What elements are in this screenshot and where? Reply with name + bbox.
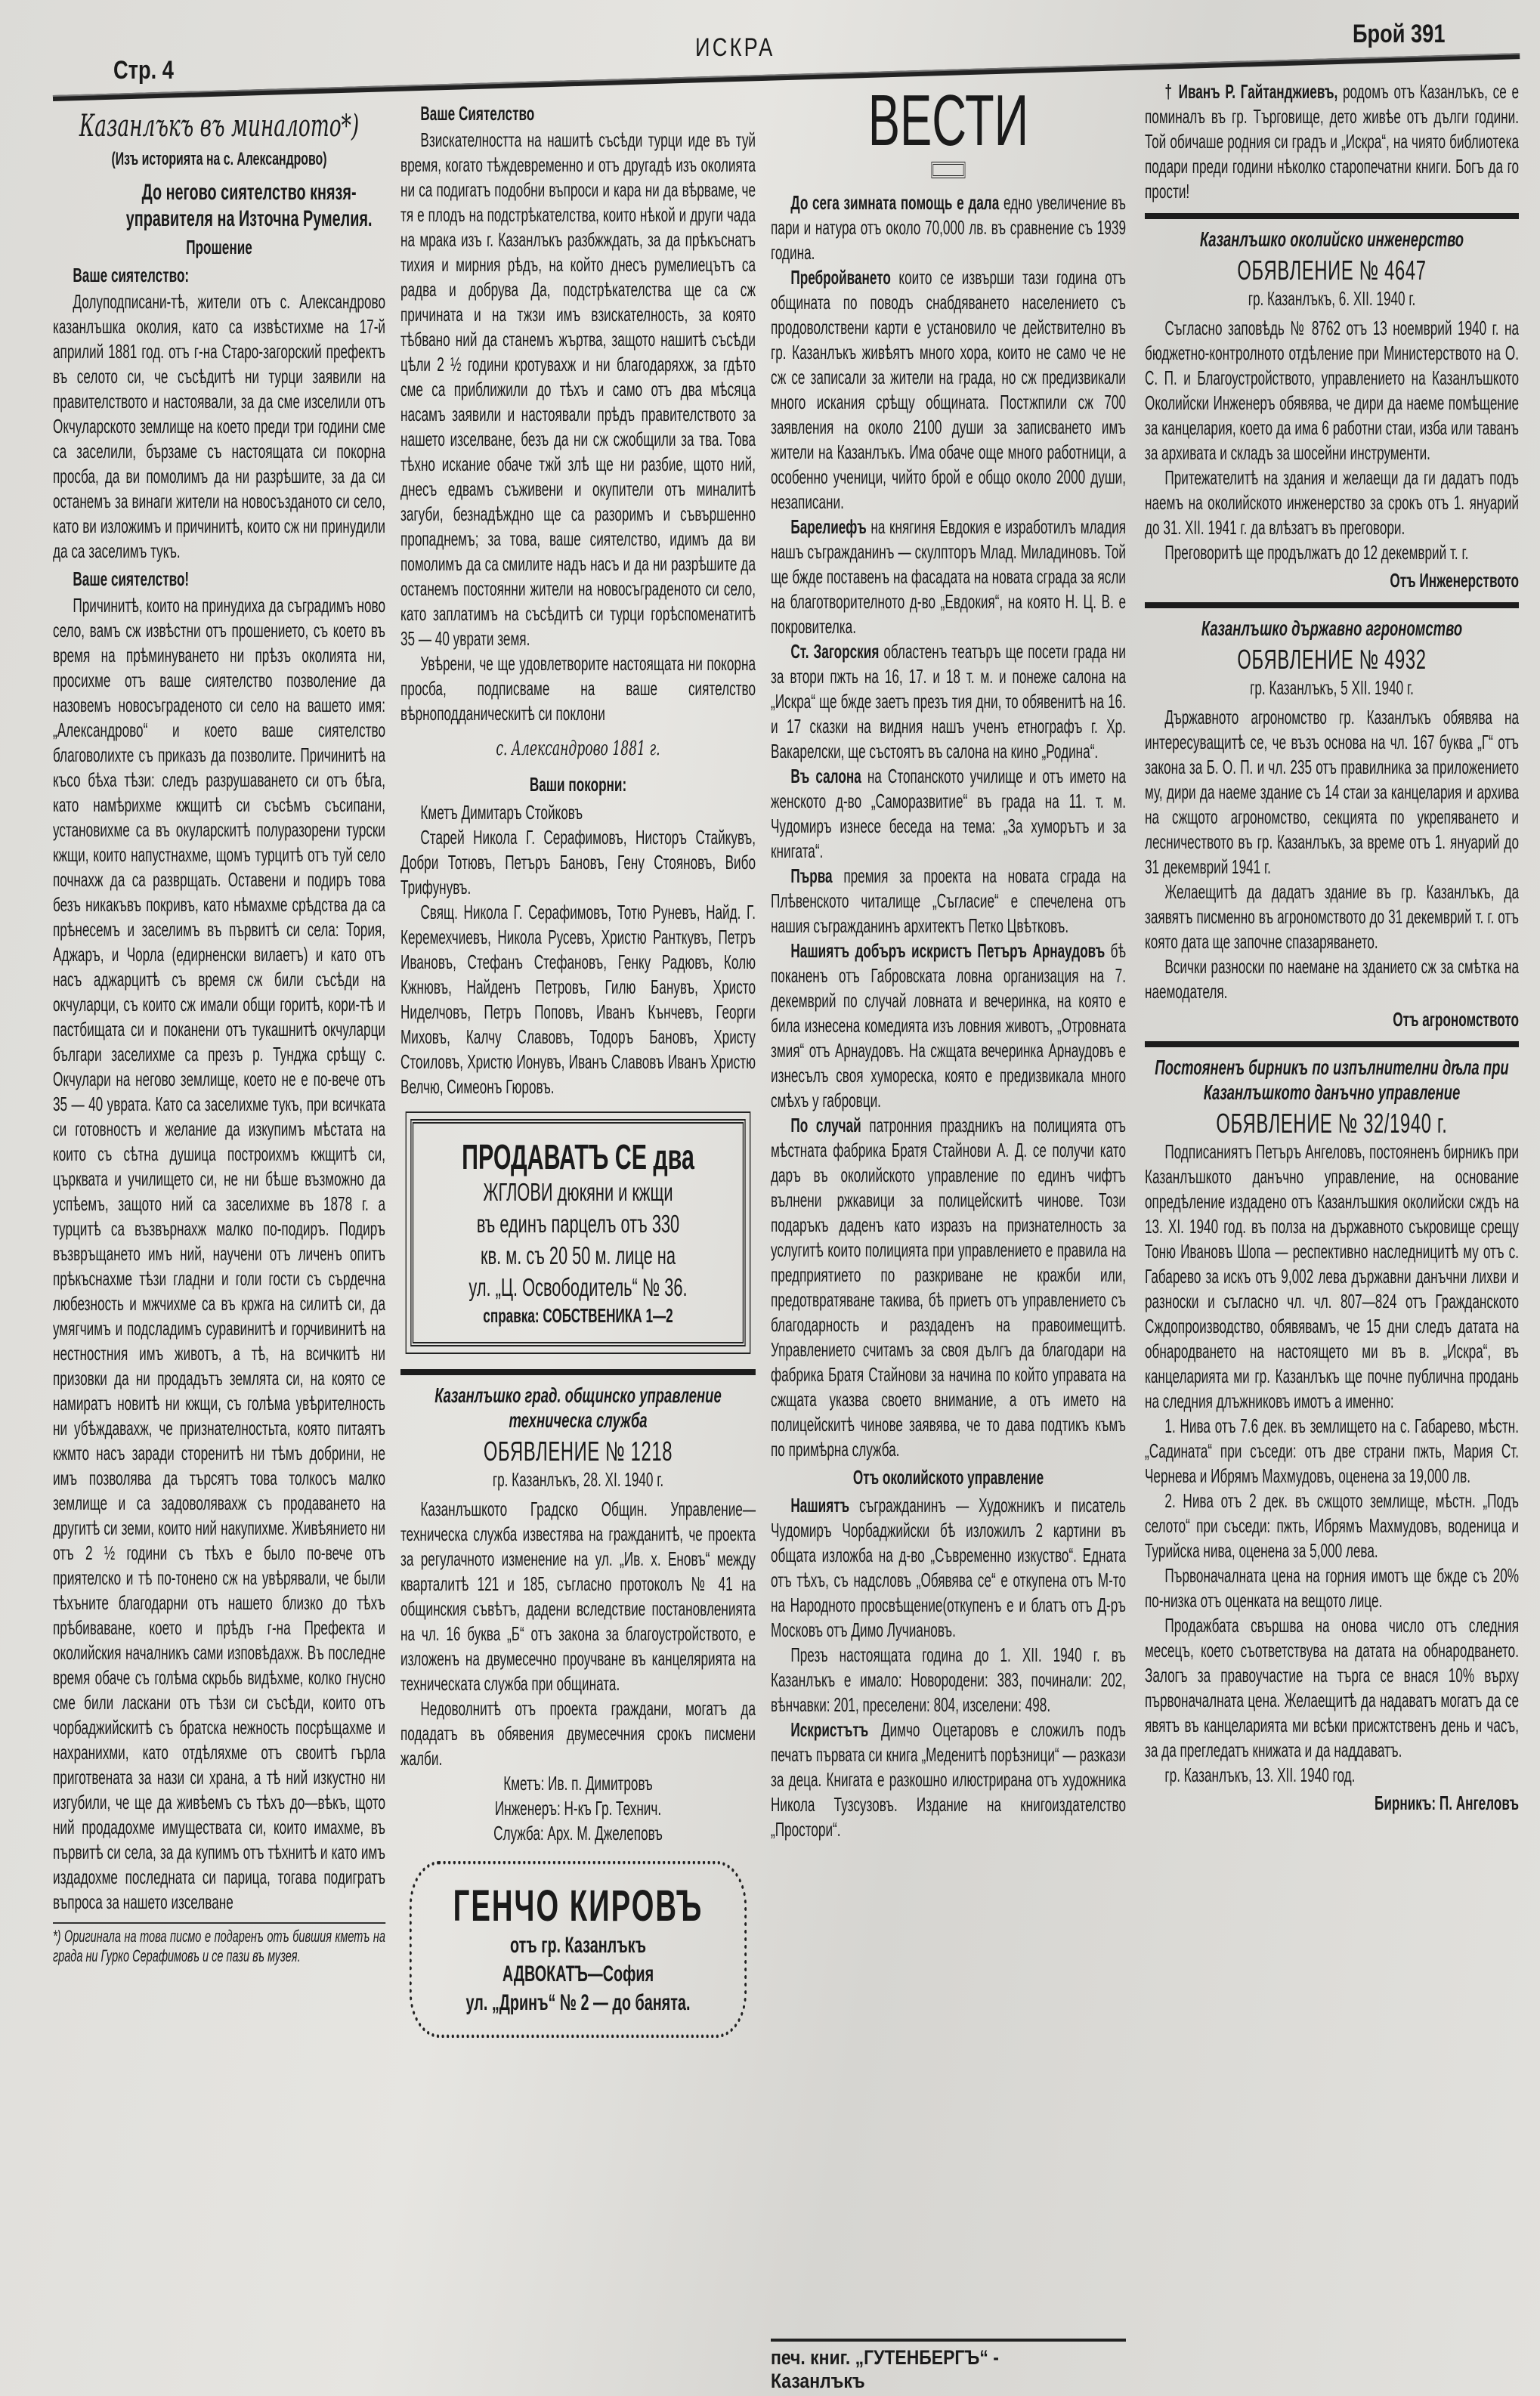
news-section <box>771 80 1126 178</box>
paragraph-lead: Барелиефъ <box>790 515 867 538</box>
paragraph-text: 2. Нива отъ 2 дек. въ сжщото землище, мѣстн. „Подъ селото“ при съседи: пжть, Ибрямъ Махмудовъ, воденица и Турийска нива, оценена за 5,000 лева. <box>1145 1489 1519 1562</box>
ad-line: справка: СОБСТВЕНИКА 1—2 <box>483 1304 673 1327</box>
property-sale-ad <box>410 1119 746 1346</box>
article-paragraph <box>400 1497 756 1696</box>
article-paragraph <box>771 1643 1126 1717</box>
signature-line: Инженеръ: Н-къ Гр. Технич. <box>494 1797 662 1819</box>
ad-line: ЖГЛОВИ дюкяни и кжщи <box>483 1178 673 1206</box>
lawyer-ad <box>410 1861 747 2038</box>
notice-issuer: Казанлъшко околийско инженерство <box>1145 213 1519 252</box>
article-paragraph <box>400 1696 756 1771</box>
paragraph-text: Всички разноски по наемане на зданието сж за смѣтка на наемодателя. <box>1145 955 1519 1003</box>
paragraph-lead: Ст. Загорския <box>790 640 880 663</box>
paragraph-lead: Искристътъ <box>790 1718 869 1741</box>
place-date: с. Александрово 1881 г. <box>496 737 660 760</box>
column-3 <box>771 80 1127 1842</box>
article-paragraph <box>400 825 756 900</box>
sign-off: Отъ Инженерството <box>1390 569 1519 592</box>
notice-title: ОБЯВЛЕНИЕ № 32/1940 г. <box>1216 1108 1448 1139</box>
salutation: Ваше Сиятелство <box>420 102 535 125</box>
ad-line: АДВОКАТЪ—София <box>502 1962 654 1986</box>
salutation: Ваше сиятелство: <box>73 264 190 286</box>
signature-line: Кметъ: Ив. п. Димитровъ <box>503 1772 653 1795</box>
paragraph-text: съгражданинъ — Художникъ и писатель Чудомиръ Чорбаджийски бѣ изложилъ 2 картини въ общата изложба на д-во „Съвременно изкуство“. Едната отъ тѣхъ, съ надсловъ „Обявява се“ е откупена отъ М-то на Народното просвѣщение(откупенъ е и блатъ отъ Д-ръ Московъ отъ Димо Лучиановъ. <box>771 1494 1126 1641</box>
article-paragraph <box>1145 1414 1519 1489</box>
signature-line: Служба: Арх. М. Джелеповъ <box>493 1822 663 1844</box>
issue-number: Брой 391 <box>1353 20 1446 48</box>
paragraph-text: бѣ поканенъ отъ Габровската ловна организация на 7. декемврий по случай ловната и вечеринка, на която е била изнесена комедията изъ ловния животъ, „Отровната змия“ отъ Арнаудовъ. На сжщата вечеринка Арнаудовъ е изнесълъ своя хумореска, която е предизвикала много смѣхъ у габровци. <box>771 939 1126 1111</box>
paragraph-lead: Първа <box>790 864 833 887</box>
sign-off: Бирникъ: П. Ангеловъ <box>1375 1792 1519 1814</box>
article-paragraph <box>400 128 756 651</box>
paragraph-text: които се извърши тази година отъ общината по поводъ снабдяването населението съ продоволствени карти е установило че действително въ гр. Казанлъкъ живѣятъ много хора, които не само че не сж се записали за жители на града, но сж предизвикали много искания срѣщу общината. Постжпили сж 700 заявления на около 2100 души за записването имъ жители на Казанлъкъ. Има обаче още много работници, а особенно ученици, чийто брой е общо около 2000 души, незаписани. <box>771 266 1126 513</box>
column-4 <box>1145 79 1519 1819</box>
paragraph-lead: Пребройването <box>790 266 891 289</box>
article-paragraph <box>1145 465 1519 540</box>
paragraph-text: областенъ театъръ ще посети града ни за втори пжть на 16, 17. и 18 т. м. и понеже салона на „Искра“ ще бжде заетъ презъ тия дни, то обявенитѣ на 16. и 17 сказки на видния нашъ ученъ етнографъ г. Хр. Вакарелски, ще състоятъ въ салона на кино „Родина“. <box>771 640 1127 762</box>
ad-line: отъ гр. Казанлъкъ <box>509 1933 647 1958</box>
footnote: *) Оригинала на това писмо е подаренъ отъ бившия кметъ на града ни Гурко Серафимовъ и се пази въ музея. <box>53 1922 385 1966</box>
notice-issuer: Постояненъ бирникъ по изпълнителни дѣла при Казанлъшкото данъчно управление <box>1145 1041 1519 1105</box>
notice-date: гр. Казанлъкъ, 28. XI. 1940 г. <box>492 1468 664 1491</box>
paragraph-text: едно увеличение въ пари и натура отъ около 70,000 лв. въ сравнение съ 1939 година. <box>771 191 1126 264</box>
paragraph-text: Желаещитѣ да дадатъ здание въ гр. Казанлъкъ, да заявятъ писменно въ агрономството до 31 декемврий т. г. отъ която дата ще започне спазаряването. <box>1145 880 1519 953</box>
article-paragraph <box>1145 954 1519 1004</box>
paragraph-text: премия за проекта на новата сграда на Плѣвенското читалище „Съгласие“ е спечелена отъ нашия съгражданинъ архитектъ Петко Цвѣтковъ. <box>771 864 1126 937</box>
ad-line: ПРОДАВАТЪ СЕ два <box>462 1137 694 1176</box>
paragraph-text: Притежателитѣ на здания и желаещи да ги дадатъ подъ наемъ на околийското инженерство за срокъ отъ 1. януарий до 31. XII. 1941 г. да влѣзатъ въ преговори. <box>1145 466 1519 539</box>
paragraph-lead: † Иванъ Р. Гайтанджиевъ, <box>1164 80 1338 103</box>
paragraph-lead: Нашиятъ добъръ искристъ Петъръ Арнаудовъ <box>790 939 1106 962</box>
article-paragraph <box>771 938 1126 1113</box>
paragraph-text: Съгласно заповѣдь № 8762 отъ 13 ноемврий 1940 г. на бюджетно-контролното отдѣление при Министерството на О. С. П. и Благоустройството, управлението на Казанлъшкото Околийски Инженеръ обявява, че дири да наеме помѣщение за канцелария, което да има 6 работни стаи, изба или таванъ за архивата и складъ за шосейни инструменти. <box>1145 317 1519 464</box>
article-paragraph <box>771 1493 1126 1643</box>
paragraph-lead: Нашиятъ <box>790 1494 850 1516</box>
notice-issuer: Казанлъшко държавно агрономство <box>1145 602 1519 641</box>
notice-title: ОБЯВЛЕНИЕ № 4932 <box>1237 644 1427 675</box>
printer-credit: печ. книг. „ГУТЕНБЕРГЪ“ - Казанлъкъ <box>771 2346 999 2392</box>
paragraph-text: Старей Никола Г. Серафимовъ, Нисторъ Стайкувъ, Добри Тотювъ, Петъръ Бановъ, Гену Стояновъ, Вибо Трифунувъ. <box>400 826 756 898</box>
article-paragraph <box>1145 705 1519 880</box>
ad-line: ГЕНЧО КИРОВЪ <box>453 1881 704 1931</box>
addressee: До негово сиятелство князя-управителя на Източна Румелия. <box>125 180 373 231</box>
column-2 <box>400 98 756 2038</box>
ad-line: кв. м. съ 20 50 м. лице на <box>481 1241 676 1269</box>
article-paragraph <box>1145 880 1519 954</box>
article-paragraph <box>1145 540 1519 565</box>
paragraph-text: на княгиня Евдокия е изработилъ младия нашъ съгражданинъ — скулпторъ Млад. Миладиновъ. Той ще бжде поставенъ на фасадата на новата сграда за ясли на благотворителното д-во „Евдокия“, на която Н. Ц. В. е покровителка. <box>771 515 1126 638</box>
notice-issuer: Казанлъшко град. общинско управление техническа служба <box>400 1369 756 1433</box>
sign-off: Отъ агрономството <box>1393 1008 1519 1031</box>
column-1 <box>53 106 385 1966</box>
notice-date: гр. Казанлъкъ, 6. XII. 1940 г. <box>1248 287 1416 310</box>
ad-line: въ единъ парцелъ отъ 330 <box>476 1210 680 1238</box>
ornament-icon <box>932 162 966 178</box>
article-title: Казанлъкъ въ миналото*) <box>79 109 360 144</box>
article-paragraph <box>400 651 756 726</box>
article-paragraph <box>771 1717 1126 1842</box>
paragraph-text: на Стопанското училище и отъ името на женското д-во „Саморазвитие“ въ града на 11. т. м. Чудомиръ изнесе беседа на тема: „За хуморътъ и за книгата“. <box>771 765 1126 862</box>
paragraph-text: Държавното агрономство гр. Казанлъкъ обявява на интересуващитѣ се, че възъ основа на чл. 167 буква „Г“ отъ закона за Б. О. П. и чл. 235 отъ правилника за приложението му, дири да наеме здание съ 14 стаи за канцелария и архива на сжщото агрономство, секцията по укрепяването и лесничеството въ гр. Казанлъкъ, за време отъ 1. януарий до 31 декемврий 1941 г. <box>1145 706 1519 878</box>
paragraph-text: Подписаниятъ Петъръ Ангеловъ, постояненъ бирникъ при Казанлъшкото данъчно управление, на основание опредѣление издадено отъ Казанлъшкия околийски сждъ на 13. XI. 1940 год. въ полза на държавното съкровище срещу Тоню Ивановъ Шопа — респективно наследницитѣ му отъ с. Габарево за искъ отъ 9,002 лева държавни данъчни лихви и разноски и съгласно чл. чл. 807—824 отъ Гражданското Сждопроизводство, обявявамъ, че 15 дни следъ датата на обнародването на настоящето ми въ в. „Искра“, въ канцеларията ми гр. Казанлъкъ ще почне публична продань на следния длъжниковъ имотъ а именно: <box>1145 1140 1519 1412</box>
paragraph-text: Взискателността на нашитѣ съсѣди турци иде въ туй время, когато тѣждевременно и отъ другадѣ изъ околията ни са подигатъ подобни въпроси и кара ни да вѣрваме, че тя е плодъ на подстрѣкателства, които нѣкой и други чада на мрака изъ г. Казанлъкъ разбжждать, за да прѣкъснатъ тихия и мирния рѣдъ, на който днесъ румелиецътъ са радва и добрува Да, подстрѣкателства ще са сж причината и на тжзи имъ взискателность, за която тѣбвано ний да станемъ жъртва, защото нашитѣ съсѣди цѣли 2 ½ години кротувахж и ни благодаряхж, за гдѣто сме са приближили до тѣхъ и само отъ два мѣсяца насамъ заявили и настоявали прѣдъ правителството за нашето изселване, безъ да ни сж сжобщили за тва. Това тѣхно искание обаче тжй злѣ ще ни разбие, щото ний, днесъ едвамъ съживени и окупители отъ миналитѣ загуби, безнадѣждно ще са разоримъ и съвършенно пропаднемъ; за това, ваше сиятелство, идимъ да ви помолимъ да са смилите надъ насъ и да ни разрѣшите да останемъ постоянни жители на новосъграденото си село, като заплатимъ на съсѣдитѣ си турци горѣспоменатитѣ 35 — 40 уврати земя. <box>400 128 756 650</box>
article-paragraph <box>53 289 385 564</box>
paragraph-text: Първоначалната цена на горния имотъ ще бжде съ 20% по-низка отъ оценката на вещото лице. <box>1145 1564 1519 1612</box>
paragraph-text: Преговоритѣ ще продължатъ до 12 декемврий т. г. <box>1164 541 1469 564</box>
paragraph-text: Увѣрени, че ще удовлетворите настоящата ни покорна просба, подписваме на ваше сиятелство вѣрноподданическитѣ си поклони <box>400 652 756 725</box>
article-paragraph <box>771 1113 1126 1462</box>
notice-title: ОБЯВЛЕНИЕ № 1218 <box>483 1436 673 1467</box>
article-paragraph <box>1145 1489 1519 1563</box>
article-paragraph <box>771 864 1126 938</box>
paragraph-text: родомъ отъ Казанлъкъ, се е поминалъ въ гр. Търговище, дето живѣе отъ дълги години. Той обичаше родния си градъ и „Искра“, на чиято библиотека подари преди години нѣколко старопечатни книги. Богъ да го прости! <box>1145 80 1519 203</box>
paragraph-text: Причинитѣ, които на принудиха да съградимъ ново село, вамъ сж извѣстни отъ прошението, съ което въ время на прѣминуването ни прѣзъ околията ни, просихме отъ ваше сиятелство позволение да назовемъ новосъграденото си село на вашето имя: „Александрово“ и което ваше сиятелство благоволихте съ приказъ да позволите. Причинитѣ на късо бѣха тѣзи: следъ разрушаването си отъ бѣга, като намѣрихме кжщитѣ си съсѣмъ съсипани, установихме са въ окуларскитѣ полуразорени турски кжщи, които напустнахме, щомъ турцитѣ отъ туй село почнахж да са разврщать. Оставени и подиръ това безъ никакъвъ покривъ, като нѣмахме срѣдства да са прѣнесемъ и заселимъ въ първитѣ си села: Тория, Аджаръ, и Чорла (едирненски вилаетъ) и като отъ насъ аджарцитѣ съ время сж били съсѣди на окчуларци, съ които сж имали общи горитѣ, кори-тѣ и пастбищата си и поканени отъ тукашнитѣ окчуларци българи заселихме са презъ р. Тунджа срѣщу с. Окчулари на негово землище, което не е по-вече отъ 35 — 40 уврата. Като са заселихме тукъ, при всичката си готовностъ и желание да изкупимъ мѣстата на които съ сѣтна душица построихмъ кжщитѣ си, църквата и училището си, не ни бѣше възможно да успѣемъ, защото ний са заселихме въ 1878 г. а турцитѣ са възвърнахж малко по-подиръ. Подиръ възвръщането имъ ний, научени отъ личенъ опитъ прѣкъснахме тѣзи гладни и голи гости съ сърдечна любезность и мжчихме са въ кржга на силитѣ си, да умягчимъ и подсладимъ суравинитѣ и горчивинитѣ на нестностния имъ животъ, а тѣ, на всичкитѣ ни призовки да ни продадътъ землята си, на която се намиратъ новитѣ ни кжщи, съ голѣма увѣрителность ни убѣждавахж, че признателностьта, която питаятъ кжмто насъ заради сторенитѣ ни тѣмъ добрини, не имъ позволява да търсятъ това толкосъ малко землище и са задоволявахж съ продаването на другитѣ си земи, които ний накупихме. Живѣянието ни отъ 2 ½ години съ тѣхъ е было по-вече отъ приятелско и тѣ по-тонено сж на увѣрявали, че были тѣхъните благодарни отъ нашето близко до тѣхъ прѣбиваване, което и прѣдъ г-на Префекта и околийския началникъ сами изповѣдахж. Въ последне время обаче съ голѣма скрьбь видѣхме, колко гнусно сме били ласкани отъ тѣзи си съсѣди, които отъ чорбаджийскитѣ съ братска нежность посрѣщахме и нахранихми, като отдѣляхме отъ своитѣ гърла приготвената за нази си храна, а тѣ ний изкустно ни изгубили, че ще да живѣемъ съ тѣхъ до—вѣкъ, щото ний продадохме имуществата си, които имахме, въ първитѣ си села, за да купимъ отъ тѣхнитѣ и като имъ издадохме последната си парица, тогава подигратъ въпроса за нашето изселване <box>53 594 385 1913</box>
article-paragraph <box>771 515 1126 639</box>
paragraph-text: Долуподписани-тѣ, жители отъ с. Александрово казанлъшка околия, като са извѣстихме на 17-й априлий 1881 год. отъ г-на Старо-загорский префектъ въ селото си, че съсѣдитѣ ни турци заявили на правителството и настоявали, за да сме изселили отъ Окчуларското землище на което преди три години сме са заселили, бързаме съ настоящата си покорна просба, да ви помолимъ да ни разрѣшите, за да си останемъ за винаги жители на новосъзданото си село, като ви изложимъ и причинитѣ, които сж ни принудили да са заселимъ тукъ. <box>53 290 385 562</box>
section-heading: Ваши покорни: <box>529 773 627 796</box>
notice-title: ОБЯВЛЕНИЕ № 4647 <box>1237 255 1427 286</box>
printer-footer <box>771 2339 1126 2393</box>
paragraph-text: Презъ настоящата година до 1. XII. 1940 г. въ Казанлъкъ е имало: Новородени: 383, починали: 202, вѣнчавки: 201, преселени: 804, изселени: 498. <box>771 1643 1126 1716</box>
article-paragraph <box>1145 1139 1519 1414</box>
paragraph-text: патронния праздникъ на полицията отъ мѣстната фабрика Братя Стайнови А. Д. се получи като даръ въ околийското управление по единъ чифтъ вълнени ржкавици за полицейскитѣ чинове. Този подаръкъ даденъ като изразъ на признателность за услугитѣ които полицията при управлението е правила на предприятието по разкриване не кражби или, предотвратяване такива, бѣ приетъ отъ управлението съ благодарность и раздаденъ на правоимещитѣ. Управлението считамъ за своя дългъ да благодари на фабрика Братя Стайнови за начина по който управата на сжщата указва своето внимание, а отъ името на полицейскитѣ чинове заявява, че то дава подтикъ къмъ по примѣрна служба. <box>771 1114 1126 1461</box>
section-heading: Отъ околийското управление <box>852 1466 1044 1489</box>
paragraph-text: Димчо Оцетаровъ е сложилъ подъ печатъ първата си книга „Меденитѣ порѣзници“ — разкази за деца. Книгата е разкошно илюстрирана отъ художника Никола Тузсузовъ. Издание на книгоиздателство „Простори“. <box>771 1718 1126 1841</box>
page-number: Стр. 4 <box>113 56 174 85</box>
article-paragraph <box>1145 1763 1519 1788</box>
newspaper-name: ИСКРА <box>695 33 775 62</box>
article-paragraph <box>771 190 1126 265</box>
article-paragraph <box>771 639 1126 764</box>
article-subtitle: (Изъ историята на с. Александрово) <box>111 149 327 169</box>
paragraph-lead: Въ салона <box>790 765 861 787</box>
notice-date: гр. Казанлъкъ, 5 XII. 1940 г. <box>1250 676 1414 699</box>
paragraph-text: Казанлъшкото Градско Общин. Управление—техническа служба известява на гражданитѣ, че проекта за регулачното изменение на ул. „Ив. х. Еновъ“ между кварталитѣ 121 и 185, съгласно протоколъ № 41 на общинския съвѣтъ, дадени вследствие постановленията на чл. 16 буква „Б“ отъ закона за благоустройството, е изложенъ на двумесечно проучване въ канцелярията на техническата служба при общината. <box>400 1498 756 1695</box>
paragraph-text: Продажбата свършва на онова число отъ следния месецъ, което съответствува на датата на обнародването. Залогъ за правоучастие на търга се внася 10% върху първоначалната цена. Желаещитѣ да надаватъ могатъ да се явятъ въ канцеларията ми всѣки присжтственъ день и часъ, за да прегледатъ книжата и да наддаватъ. <box>1145 1614 1519 1761</box>
paragraph-lead: По случай <box>790 1114 861 1136</box>
article-paragraph <box>53 593 385 1915</box>
ad-line: ул. „Ц. Освободитель“ № 36. <box>468 1273 688 1301</box>
signatory: Кметъ Димитаръ Стойковъ <box>420 801 583 824</box>
paragraph-text: гр. Казанлъкъ, 13. XII. 1940 год. <box>1164 1764 1356 1786</box>
article-paragraph <box>771 764 1126 864</box>
paragraph-lead: До сега зимната помощь е дала <box>790 191 1000 214</box>
section-heading: Прошение <box>186 236 252 258</box>
section-title: ВЕСТИ <box>867 80 1029 161</box>
article-paragraph <box>400 900 756 1099</box>
article-paragraph <box>1145 1563 1519 1613</box>
ad-line: ул. „Дринъ“ № 2 — до банята. <box>465 1990 691 2015</box>
article-paragraph <box>1145 79 1519 204</box>
paragraph-text: Недоволнитѣ отъ проекта граждани, могатъ да подадатъ въ обявения двумесечния срокъ писмени жалби. <box>400 1697 756 1770</box>
paragraph-text: 1. Нива отъ 7.6 дек. въ землището на с. Габарево, мѣстн. „Садината“ при съседи: отъ две страни пжть, Мария Ст. Чернева и Ибрямъ Махмудовъ, оценена за 19,000 лв. <box>1145 1414 1519 1487</box>
article-paragraph <box>1145 316 1519 465</box>
article-paragraph <box>1145 1613 1519 1763</box>
paragraph-text: Свящ. Никола Г. Серафимовъ, Тотю Руневъ, Найд. Г. Керемехчиевъ, Никола Русевъ, Христю Ранткувъ, Петръ Ивановъ, Стефанъ Стефановъ, Генку Радювъ, Колю Кжнювъ, Найденъ Петровъ, Гилю Банувъ, Христо Ниделчовъ, Петръ Поповъ, Иванъ Кънчевъ, Георги Миховъ, Калчу Славовъ, Тодоръ Бановъ, Христу Стоиловъ, Христю Ионувъ, Иванъ Славовъ Иванъ Христю Велчю, Симеонъ Гюровъ. <box>400 901 756 1098</box>
article-paragraph <box>771 265 1126 515</box>
salutation: Ваше сиятелство! <box>73 567 190 590</box>
